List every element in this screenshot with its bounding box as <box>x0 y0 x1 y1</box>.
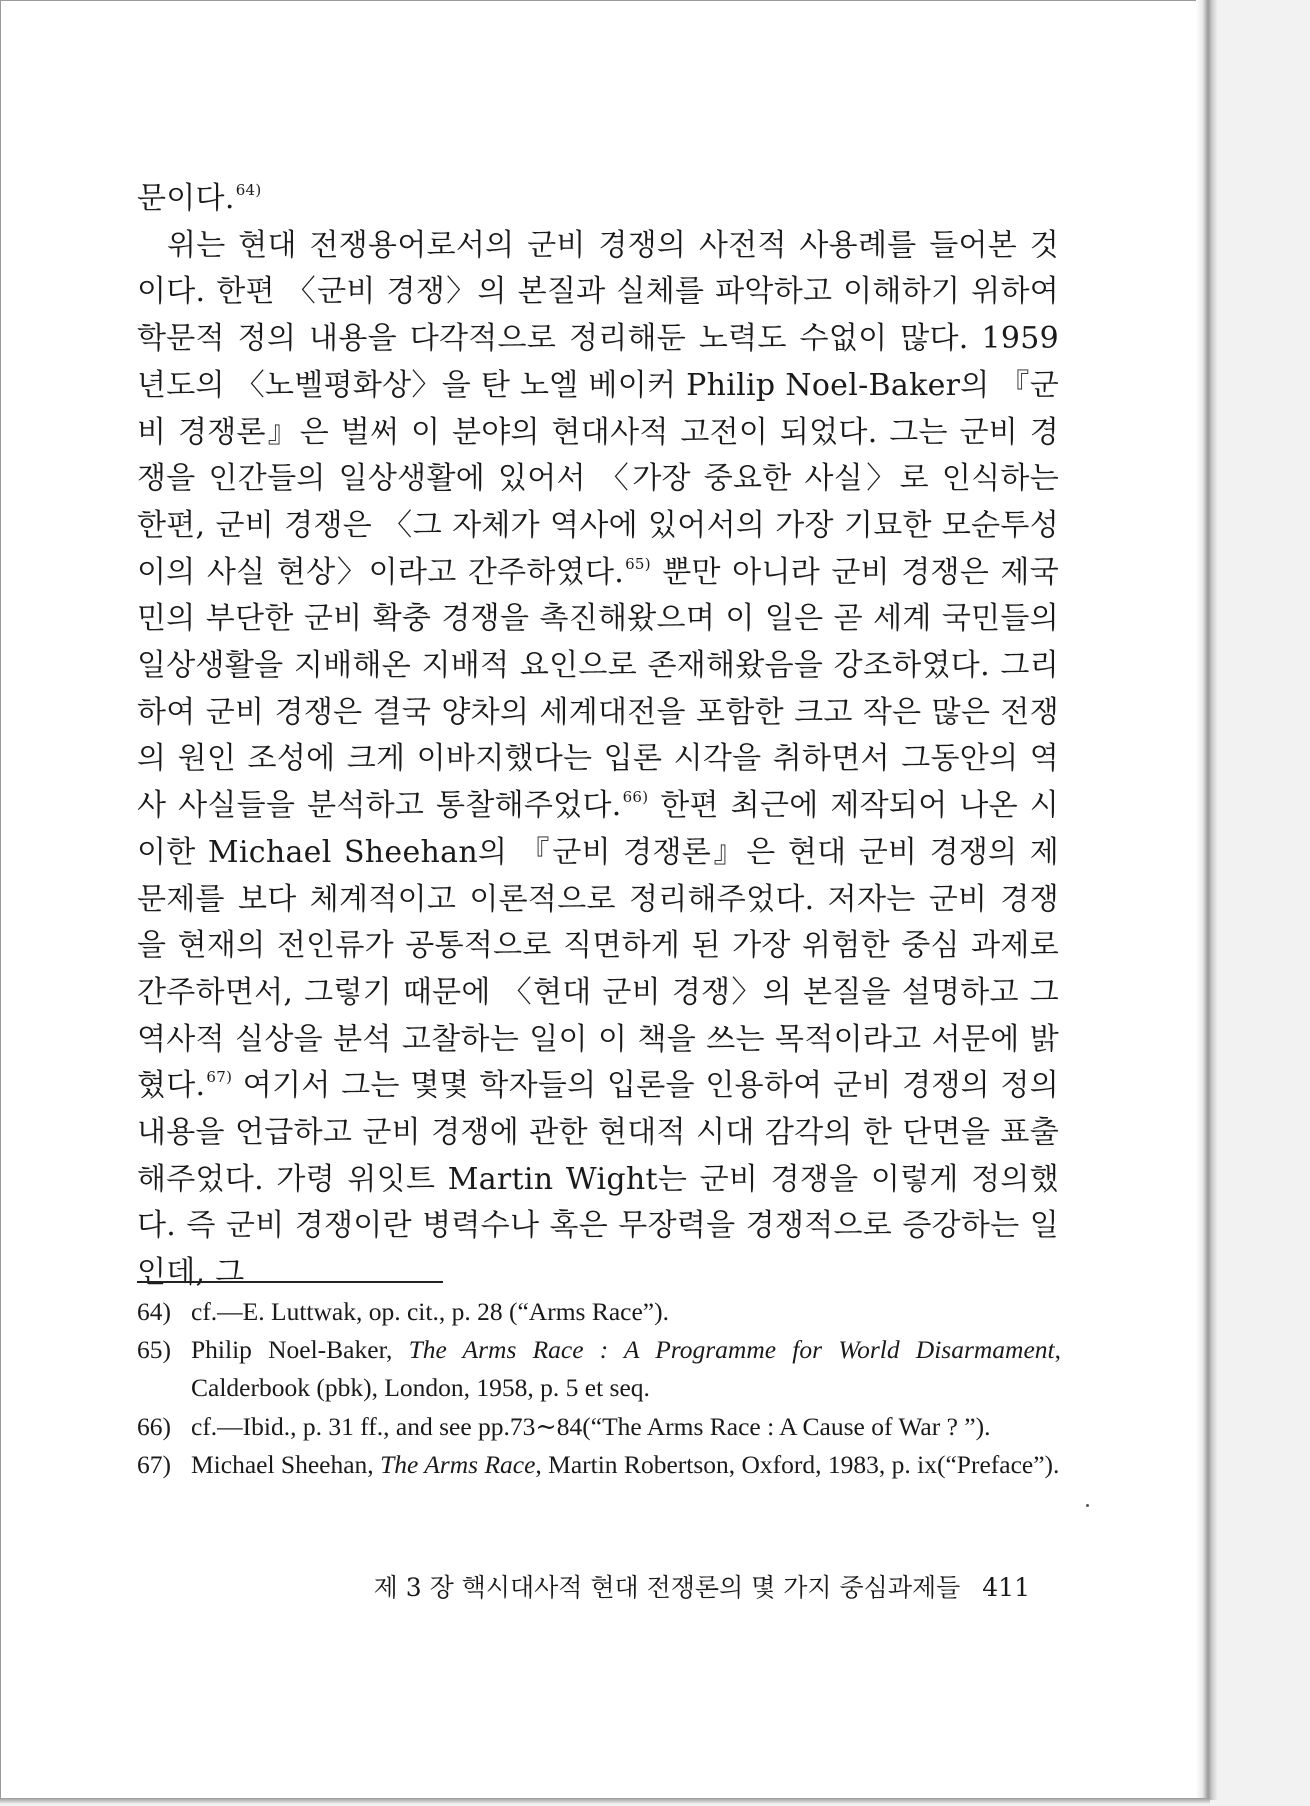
footnote-text <box>191 1293 1061 1331</box>
footnote-66-text: cf.—Ibid., p. 31 ff., and see pp.73∼84(“The Arms Race : A Cause of War ? ”). <box>191 1411 991 1441</box>
footnote-number: 65) <box>137 1335 171 1365</box>
footnote-ref-65: 65) <box>625 554 651 573</box>
main-body-text <box>137 176 1059 1297</box>
page-edge-shadow-right <box>1196 0 1218 1800</box>
footnote-64-text: cf.—E. Luttwak, op. cit., p. 28 (“Arms Race”). <box>191 1297 669 1326</box>
paragraph-2-part-2: 뿐만 아니라 군비 경쟁은 제국민의 부단한 군비 확충 경쟁을 촉진해왔으며 이 일은 곧 세계 국민들의 일상생활을 지배해온 지배적 요인으로 존재해왔음을 강조하였다. 그리하여 군비 경쟁은 결국 양차의 세계대전을 포함한 크고 작은 많은 전쟁의 원인 조성에 크게 이바지했다는 입론 시각을 취하면서 그동안의 역사 사실들을 분석하고 통찰해주었다. <box>137 554 1059 824</box>
paragraph-1 <box>137 176 1059 223</box>
footnote-text <box>191 1408 1061 1446</box>
footnote-67-publication: , Martin Robertson, Oxford, 1983, p. ix(“Preface”). <box>535 1449 1060 1479</box>
footnote-text <box>191 1446 1061 1484</box>
paragraph-2-part-4: 여기서 그는 몇몇 학자들의 입론을 인용하여 군비 경쟁의 정의 내용을 언급하고 군비 경쟁에 관한 현대적 시대 감각의 한 단면을 표출해주었다. 가령 위잇트 Martin Wight는 군비 경쟁을 이렇게 정의했다. 즉 군비 경쟁이란 병력수나 혹은 무장력을 경쟁적으로 증강하는 일인데, 그 <box>137 1068 1059 1291</box>
footnote-number: 67) <box>137 1449 171 1479</box>
footnote-65-author: Philip Noel-Baker, <box>191 1335 409 1365</box>
footnote-text <box>191 1331 1061 1407</box>
footnote-65 <box>137 1331 1061 1407</box>
footnote-65-publication: , Calderbook (pbk), London, 1958, p. 5 et seq. <box>191 1335 1061 1403</box>
paragraph-2 <box>137 223 1059 1297</box>
running-title: 제 3 장 핵시대사적 현대 전쟁론의 몇 가지 중심과제들 <box>373 1573 961 1602</box>
footnote-ref-67: 67) <box>206 1068 233 1087</box>
footnote-66 <box>137 1408 1061 1446</box>
paragraph-2-part-1: 위는 현대 전쟁용어로서의 군비 경쟁의 사전적 사용례를 들어본 것이다. 한편 〈군비 경쟁〉의 본질과 실체를 파악하고 이해하기 위하여 학문적 정의 내용을 다각적으로 정리해둔 노력도 수없이 많다. 1959년도의 〈노벨평화상〉을 탄 노엘 베이커 Philip Noel-Baker의 『군비 경쟁론』은 벌써 이 분야의 현대사적 고전이 되었다. 그는 군비 경쟁을 인간들의 일상생활에 있어서 〈가장 중요한 사실〉로 인식하는 한편, 군비 경쟁은 〈그 자체가 역사에 있어서의 가장 기묘한 모순투성이의 사실 현상〉이라고 간주하였다. <box>137 227 1059 590</box>
footnotes <box>137 1293 1061 1484</box>
page-number: 411 <box>982 1573 1030 1602</box>
footnote-ref-66: 66) <box>622 788 649 807</box>
footnote-number: 66) <box>137 1411 171 1441</box>
page-edge-shadow-bottom <box>0 1798 1210 1804</box>
footnote-67-author: Michael Sheehan, <box>191 1449 381 1479</box>
footnote-ref-64: 64) <box>235 181 262 199</box>
footnote-67 <box>137 1446 1061 1484</box>
footnote-64 <box>137 1293 1061 1331</box>
footnote-65-title: The Arms Race : A Programme for World Disarmament <box>408 1335 1055 1365</box>
speck-mark <box>1086 1504 1089 1507</box>
footnote-number: 64) <box>137 1297 171 1326</box>
page-footer <box>350 1571 1030 1605</box>
footnote-separator-rule <box>137 1281 443 1283</box>
paragraph-1-text: 문이다. <box>137 181 235 216</box>
paragraph-2-part-3: 한편 최근에 제작되어 나온 시이한 Michael Sheehan의 『군비 경쟁론』은 현대 군비 경쟁의 제문제를 보다 체계적이고 이론적으로 정리해주었다. 저자는 군비 경쟁을 현재의 전인류가 공통적으로 직면하게 된 가장 위험한 중심 과제로 간주하면서, 그렇기 때문에 〈현대 군비 경쟁〉의 본질을 설명하고 그 역사적 실상을 분석 고찰하는 일이 이 책을 쓰는 목적이라고 서문에 밝혔다. <box>137 788 1060 1104</box>
footnote-67-title: The Arms Race <box>380 1449 536 1479</box>
